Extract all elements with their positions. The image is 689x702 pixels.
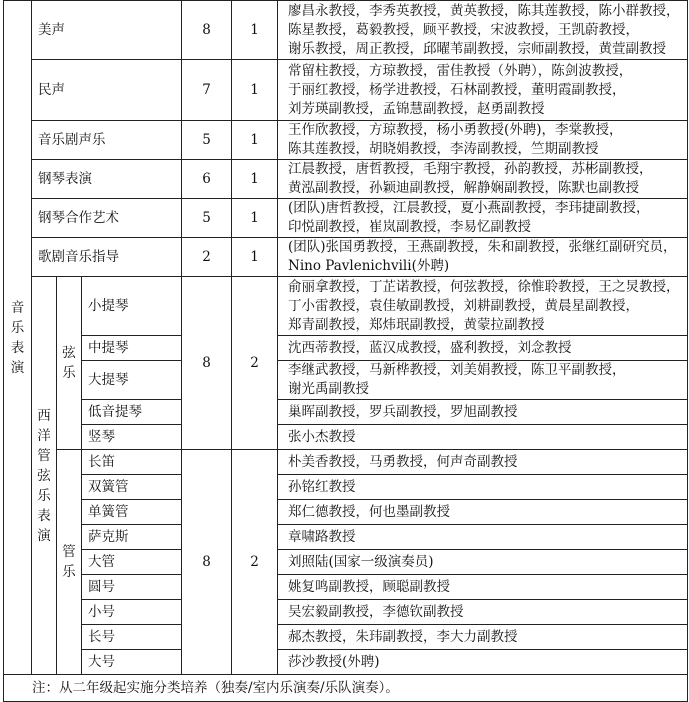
- table-row: [4, 525, 688, 550]
- count-b: 1: [232, 121, 278, 160]
- teacher-list: [278, 1, 688, 60]
- teacher-list: [278, 60, 688, 121]
- teacher-list: [278, 400, 688, 425]
- teacher-line: (团队)张国勇教授，王燕副教授，朱和副教授，张继红副研究员，: [288, 239, 677, 255]
- teacher-list: [278, 238, 688, 277]
- instrument-name: 竖琴: [82, 425, 182, 450]
- table-row: [4, 400, 688, 425]
- count-b: 1: [232, 1, 278, 60]
- teacher-line: 郝杰教授，朱玮副教授，李大力副教授: [288, 628, 518, 645]
- table-row: [4, 475, 688, 500]
- instrument-name: 大号: [82, 650, 182, 675]
- teacher-line: 巢晖副教授，罗兵副教授，罗旭副教授: [288, 403, 518, 420]
- teacher-line: 陈其莲教授，胡晓娟教授，李涛副教授，竺期副教授: [288, 141, 599, 157]
- teacher-list: [278, 336, 688, 361]
- table-row: [4, 121, 688, 160]
- teacher-line: 张小杰教授: [288, 428, 356, 445]
- western-label-text: 西洋管弦乐表演: [37, 407, 51, 544]
- instrument-name: 双簧管: [82, 475, 182, 500]
- teacher-line: 李继武教授，马新桦教授，刘美娟教授，陈卫平副教授，: [288, 362, 626, 378]
- teacher-line: 章啸路教授: [288, 528, 356, 545]
- count-b: 2: [232, 450, 278, 675]
- instrument-name: 萨克斯: [82, 525, 182, 550]
- teacher-list: [278, 625, 688, 650]
- table-row: [4, 550, 688, 575]
- section-label-text: 音乐表演: [10, 299, 25, 376]
- instrument-name: 长号: [82, 625, 182, 650]
- instrument-name: 大提琴: [82, 361, 182, 400]
- teacher-line: 吴宏毅副教授，李德钦副教授: [288, 603, 464, 620]
- count-a: 8: [182, 450, 232, 675]
- teacher-list: [278, 121, 688, 160]
- table-row: [4, 1, 688, 60]
- table-row: [4, 160, 688, 199]
- teacher-list: [278, 199, 688, 238]
- table-row: [4, 60, 688, 121]
- group-label: [57, 277, 82, 450]
- major-name: 民声: [32, 60, 182, 121]
- teacher-line: Nino Pavlenichvili(外聘): [288, 258, 450, 274]
- instrument-name: 单簧管: [82, 500, 182, 525]
- table-row: [4, 650, 688, 675]
- teacher-line: 王作欣教授，方琼教授，杨小勇教授(外聘)，李棠教授，: [288, 122, 623, 138]
- count-a: 8: [182, 277, 232, 450]
- teacher-line: 刘照陆(国家一级演奏员): [288, 553, 434, 570]
- count-a: 8: [182, 1, 232, 60]
- count-a: 6: [182, 160, 232, 199]
- teacher-list: [278, 361, 688, 400]
- table-row: [4, 361, 688, 400]
- group-label-text: 弦乐: [62, 345, 76, 381]
- teacher-line: 谢光禹副教授: [288, 381, 370, 397]
- instrument-name: 小提琴: [82, 277, 182, 336]
- table-row: [4, 199, 688, 238]
- teacher-list: [278, 475, 688, 500]
- teacher-list: [278, 550, 688, 575]
- teacher-line: 郑青副教授，郑炜珉副教授，黄蒙拉副教授: [288, 316, 545, 333]
- teacher-list: [278, 277, 688, 336]
- table-row: [4, 500, 688, 525]
- teacher-list: [278, 600, 688, 625]
- instrument-name: 长笛: [82, 450, 182, 475]
- teacher-line: 印悦副教授，崔岚副教授，李易忆副教授: [288, 219, 532, 235]
- table-row: [4, 625, 688, 650]
- teacher-list: [278, 525, 688, 550]
- teacher-line: 黄泓副教授，孙颖迪副教授，解静娴副教授，陈默也副教授: [288, 180, 640, 196]
- table-row: [4, 450, 688, 475]
- western-label: [32, 277, 57, 675]
- count-b: 1: [232, 199, 278, 238]
- teacher-line: (团队)唐哲教授，江晨教授，夏小燕副教授，李玮捷副教授，: [288, 200, 650, 216]
- table-row: [4, 238, 688, 277]
- instrument-name: 中提琴: [82, 336, 182, 361]
- major-name: 钢琴合作艺术: [32, 199, 182, 238]
- group-label: [57, 450, 82, 675]
- count-a: 2: [182, 238, 232, 277]
- teacher-line: 郑仁德教授，何也墨副教授: [288, 503, 451, 520]
- count-b: 1: [232, 160, 278, 199]
- teacher-line: 孙铭红教授: [288, 478, 356, 495]
- instrument-name: 圆号: [82, 575, 182, 600]
- teacher-line: 江晨教授，唐哲教授，毛翔宇教授，孙韵教授，苏彬副教授，: [288, 161, 653, 177]
- instrument-name: 大管: [82, 550, 182, 575]
- group-label-text: 管乐: [62, 544, 76, 580]
- table-row: [4, 336, 688, 361]
- count-b: 1: [232, 60, 278, 121]
- footnote: 注：从二年级起实施分类培养（独奏/室内乐演奏/乐队演奏）。: [4, 675, 688, 702]
- teacher-line: 姚复鸣副教授，顾聪副教授: [288, 578, 451, 595]
- count-b: 2: [232, 277, 278, 450]
- teacher-line: 于丽红教授，杨学进教授，石林副教授，董明霞副教授，: [288, 81, 626, 98]
- table-row: [4, 600, 688, 625]
- teacher-list: [278, 160, 688, 199]
- teacher-line: 俞丽拿教授，丁芷诺教授，何弦教授，徐惟聆教授，王之炅教授，: [288, 278, 680, 295]
- teacher-line: 丁小雷教授，袁佳敏副教授，刘耕副教授，黄晨星副教授，: [288, 297, 640, 314]
- teacher-line: 朴美香教授，马勇教授，何声奇副教授: [288, 453, 518, 470]
- teacher-line: 常留柱教授，方琼教授，雷佳教授（外聘），陈剑波教授，: [288, 62, 633, 79]
- table-row: [4, 425, 688, 450]
- table-row: [4, 675, 688, 702]
- section-label: [4, 1, 32, 675]
- teacher-list: [278, 650, 688, 675]
- major-name: 钢琴表演: [32, 160, 182, 199]
- teacher-line: 刘芳瑛副教授，孟锦慧副教授，赵勇副教授: [288, 100, 545, 117]
- count-a: 7: [182, 60, 232, 121]
- teacher-list: [278, 450, 688, 475]
- major-name: 音乐剧声乐: [32, 121, 182, 160]
- teacher-line: 廖昌永教授，李秀英教授，黄英教授，陈其莲教授，陈小群教授，: [288, 2, 680, 19]
- instrument-name: 小号: [82, 600, 182, 625]
- teacher-line: 莎沙教授(外聘): [288, 653, 380, 670]
- teacher-list: [278, 500, 688, 525]
- table-row: [4, 575, 688, 600]
- major-name: 歌剧音乐指导: [32, 238, 182, 277]
- count-b: 1: [232, 238, 278, 277]
- teacher-list: [278, 425, 688, 450]
- instrument-name: 低音提琴: [82, 400, 182, 425]
- teacher-line: 谢乐教授，周正教授，邱曜苇副教授，宗师副教授，黄萱副教授: [288, 40, 667, 57]
- table-row: [4, 277, 688, 336]
- major-name: 美声: [32, 1, 182, 60]
- teacher-line: 陈星教授，葛毅教授，顾平教授，宋波教授，王凯蔚教授，: [288, 21, 640, 38]
- teacher-list: [278, 575, 688, 600]
- curriculum-table: [3, 0, 688, 702]
- count-a: 5: [182, 199, 232, 238]
- teacher-line: 沈西蒂教授，蓝汉成教授，盛利教授，刘念教授: [288, 339, 572, 356]
- count-a: 5: [182, 121, 232, 160]
